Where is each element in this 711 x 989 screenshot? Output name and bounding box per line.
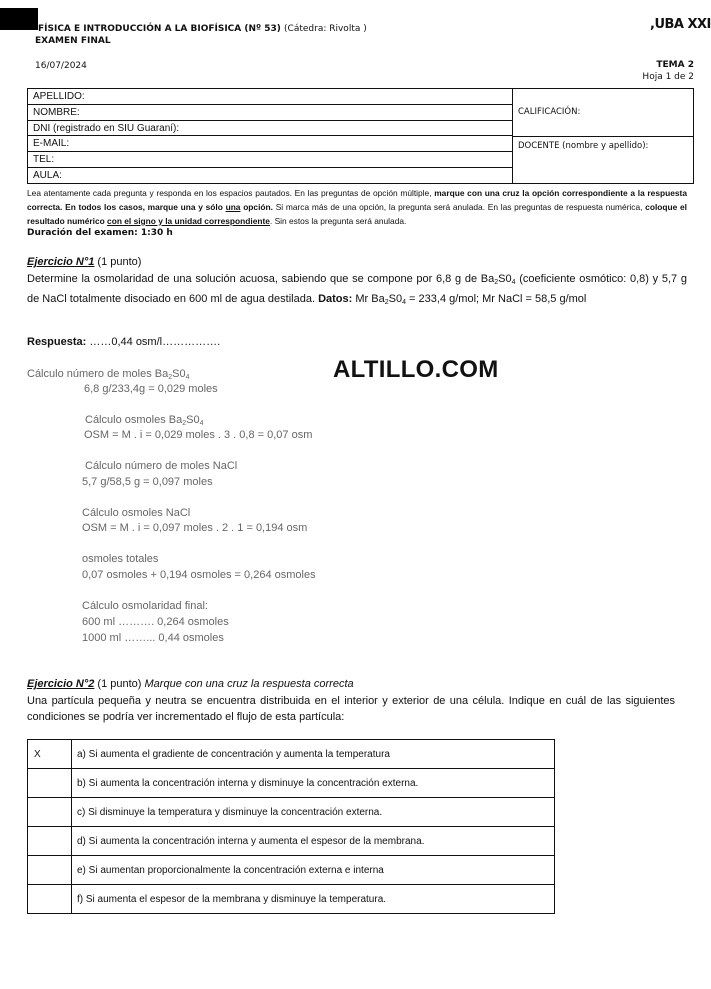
instructions: Lea atentamente cada pregunta y responda en los espacios pautados. En las preguntas de opción múltiple, marque con una cruz la opción correspondiente a la respuesta correcta. En todos los casos, marque una y sólo una opción. Si marca más de una opción, la pregunta será anulada. En las preguntas de respuesta numérica, coloque el resultado numérico con el signo y la unidad correspondiente. Sin estos la pregunta será anulada.: [27, 188, 687, 226]
calificacion-field: CALIFICACIÓN:: [513, 89, 693, 137]
calc-osm-ba: OSM = M . i = 0,029 moles . 3 . 0,8 = 0,07 osm: [84, 429, 313, 441]
option-row: [28, 856, 555, 885]
field-dni[interactable]: DNI (registrado en SIU Guaraní):: [28, 121, 512, 137]
option-f-checkbox[interactable]: [28, 885, 72, 914]
catedra: (Cátedra: Rivolta ): [284, 24, 367, 34]
grading-fields: [513, 89, 693, 183]
ex1-answer: Respuesta: ……0,44 osm/l…………….: [27, 336, 221, 348]
tema-label: TEMA 2: [656, 60, 694, 70]
option-f-text: f) Si aumenta el espesor de la membrana y disminuye la temperatura.: [72, 885, 555, 914]
redaction-block: [0, 8, 38, 30]
option-row: [28, 827, 555, 856]
calc-final-title: Cálculo osmolaridad final:: [82, 600, 208, 612]
option-a-checkbox[interactable]: X: [28, 740, 72, 769]
ex1-title: Ejercicio N°1 (1 punto): [27, 256, 142, 268]
option-row: [28, 740, 555, 769]
docente-field: DOCENTE (nombre y apellido):: [518, 141, 649, 151]
calc-final-1000: 1000 ml ……... 0,44 osmoles: [82, 632, 224, 644]
option-e-text: e) Si aumentan proporcionalmente la concentración externa e interna: [72, 856, 555, 885]
student-fields: [28, 89, 513, 183]
calc-moles-ba-title: Cálculo número de moles $Ba_2S0_4$: [27, 368, 190, 381]
calc-total-title: osmoles totales: [82, 553, 159, 565]
calc-osm-ba-title: Cálculo osmoles $Ba_2S0_4$: [85, 414, 204, 427]
calc-osm-nacl: OSM = M . i = 0,097 moles . 2 . 1 = 0,194 osm: [82, 522, 308, 534]
uba-logo: ,UBA XXI: [650, 17, 711, 32]
exam-subtitle: EXAMEN FINAL: [35, 36, 111, 46]
calc-moles-ba: 6,8 g/233,4g = 0,029 moles: [84, 383, 218, 395]
option-d-text: d) Si aumenta la concentración interna y aumenta el espesor de la membrana.: [72, 827, 555, 856]
page-indicator: Hoja 1 de 2: [642, 72, 694, 82]
option-e-checkbox[interactable]: [28, 856, 72, 885]
option-b-text: b) Si aumenta la concentración interna y disminuye la concentración externa.: [72, 769, 555, 798]
ex2-statement: Una partícula pequeña y neutra se encuentra distribuida en el interior y exterior de una célula. Indique en cuál de las siguientes condiciones se podría ver incrementado el flujo de esta partícula:: [27, 695, 675, 723]
field-email[interactable]: E-MAIL:: [28, 136, 512, 152]
calc-moles-nacl: 5,7 g/58,5 g = 0,097 moles: [82, 476, 213, 488]
student-info-grid: [27, 88, 694, 184]
option-row: [28, 769, 555, 798]
option-a-text: a) Si aumenta el gradiente de concentración y aumenta la temperatura: [72, 740, 555, 769]
exam-title: FÍSICA E INTRODUCCIÓN A LA BIOFÍSICA (Nº 53) (Cátedra: Rivolta ): [38, 24, 367, 34]
option-b-checkbox[interactable]: [28, 769, 72, 798]
option-row: [28, 798, 555, 827]
option-c-text: c) Si disminuye la temperatura y disminuye la concentración externa.: [72, 798, 555, 827]
ex2-title: Ejercicio N°2 (1 punto) Marque con una cruz la respuesta correcta: [27, 678, 354, 690]
option-row: [28, 885, 555, 914]
field-tel[interactable]: TEL:: [28, 152, 512, 168]
exam-date: 16/07/2024: [35, 61, 87, 71]
field-aula[interactable]: AULA:: [33, 169, 62, 181]
exam-duration: Duración del examen: 1:30 h: [27, 228, 173, 238]
watermark: ALTILLO.COM: [333, 356, 499, 383]
ex1-statement: Determine la osmolaridad de una solución acuosa, sabiendo que se compone por 6,8 g de $Ba_2S0_4$ (coeficiente osmótico: 0,8) y 5,7 g de NaCl totalmente disociado en 600 ml de agua destilada. Datos: Mr $Ba_2S0_4 = 233,4$ g/mol; Mr NaCl = 58,5 g/mol: [27, 273, 687, 306]
field-nombre[interactable]: NOMBRE:: [28, 105, 512, 121]
ex2-options-table: [27, 739, 555, 914]
option-d-checkbox[interactable]: [28, 827, 72, 856]
calc-moles-nacl-title: Cálculo número de moles NaCl: [85, 460, 238, 472]
calc-total: 0,07 osmoles + 0,194 osmoles = 0,264 osmoles: [82, 569, 316, 581]
calc-final-600: 600 ml ………. 0,264 osmoles: [82, 616, 229, 628]
calc-osm-nacl-title: Cálculo osmoles NaCl: [82, 507, 191, 519]
field-apellido[interactable]: APELLIDO:: [28, 89, 512, 105]
option-c-checkbox[interactable]: [28, 798, 72, 827]
